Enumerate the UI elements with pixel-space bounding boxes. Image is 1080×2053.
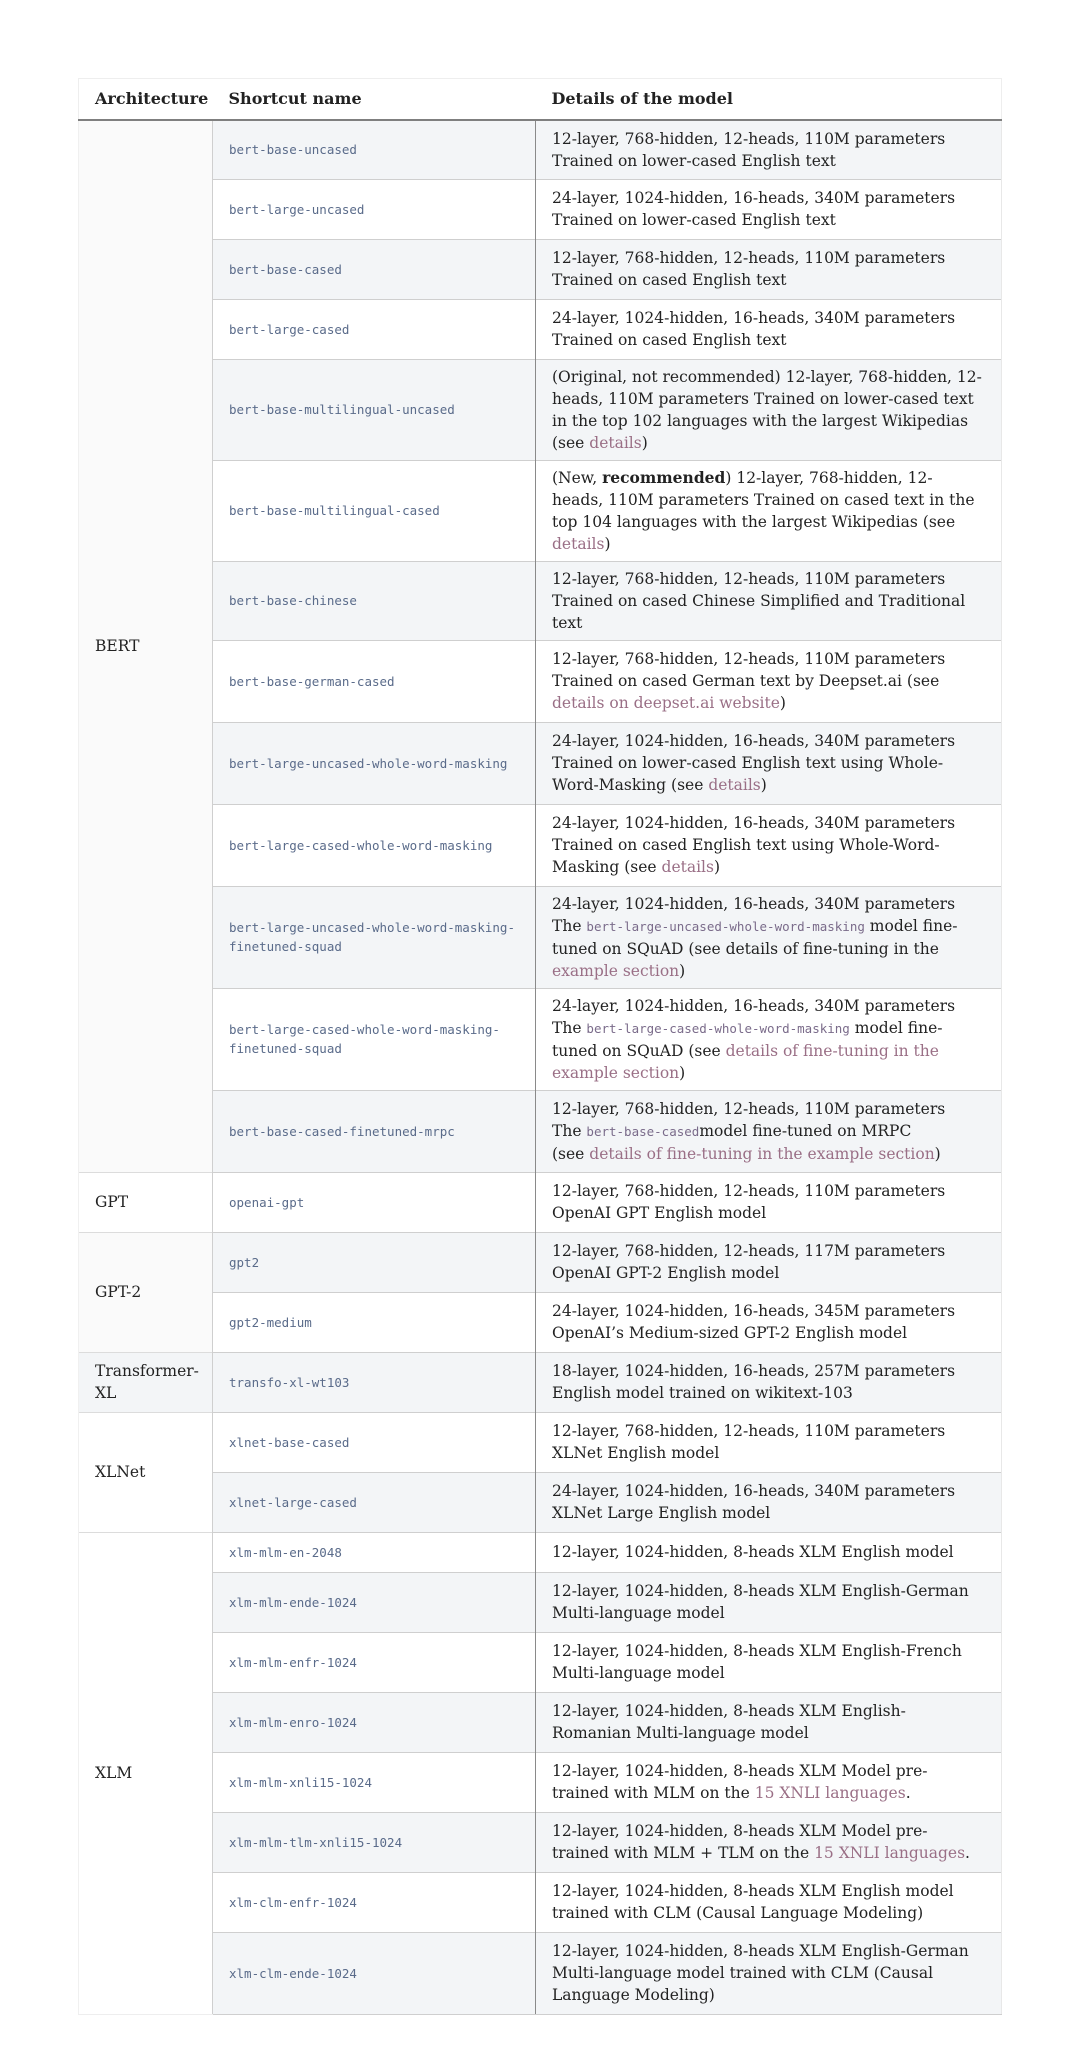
shortcut-name: bert-base-uncased: [213, 120, 536, 179]
shortcut-name: bert-large-cased: [213, 299, 536, 359]
model-details: 24-layer, 1024-hidden, 16-heads, 345M parameters OpenAI’s Medium-sized GPT-2 English model: [536, 1292, 1002, 1352]
table-row: [79, 1932, 1002, 2014]
model-details: 12-layer, 768-hidden, 12-heads, 110M parameters Trained on cased English text: [536, 239, 1002, 299]
arch-cell-transformer-xl: Transformer-XL: [79, 1352, 213, 1412]
details-code: bert-large-uncased-whole-word-masking: [586, 918, 865, 934]
model-details: [536, 1812, 1002, 1872]
details-text: ): [641, 433, 648, 452]
details-text: model fine-tuned on SQuAD (see: [552, 1018, 943, 1060]
model-details: 12-layer, 768-hidden, 12-heads, 110M parameters OpenAI GPT English model: [536, 1172, 1002, 1232]
table-row: [79, 359, 1002, 460]
table-row: [79, 722, 1002, 804]
details-text: The: [552, 916, 587, 935]
details-text: ) 12-layer, 768-hidden, 12-heads, 110M parameters Trained on cased text in the top 104 languages with the largest Wikipedias (see: [552, 468, 975, 531]
table-row: [79, 179, 1002, 239]
table-row: [79, 988, 1002, 1090]
details-bold: recommended: [602, 467, 726, 487]
model-details: 24-layer, 1024-hidden, 16-heads, 340M parameters Trained on cased English text: [536, 299, 1002, 359]
model-details: 12-layer, 1024-hidden, 8-heads XLM English model: [536, 1532, 1002, 1572]
pretrained-models-table: [78, 78, 1002, 2015]
table-row: [79, 1412, 1002, 1472]
details-text: ): [679, 1063, 686, 1082]
details-link[interactable]: example section: [552, 961, 680, 980]
shortcut-name: bert-large-uncased: [213, 179, 536, 239]
table-row: [79, 1472, 1002, 1532]
table-row: [79, 1532, 1002, 1572]
shortcut-name: bert-large-cased-whole-word-masking-finetuned-squad: [213, 988, 536, 1090]
details-text: model fine-tuned on SQuAD (see details of fine-tuning in the: [552, 916, 958, 958]
shortcut-name: xlnet-large-cased: [213, 1472, 536, 1532]
details-text: 12-layer, 768-hidden, 12-heads, 110M parameters: [552, 1099, 946, 1118]
shortcut-name: bert-large-uncased-whole-word-masking-finetuned-squad: [213, 886, 536, 988]
details-text: 24-layer, 1024-hidden, 16-heads, 340M parameters Trained on lower-cased English text using Whole-Word-Masking (see: [552, 732, 956, 794]
model-details: [536, 886, 1002, 988]
shortcut-name: bert-base-cased: [213, 239, 536, 299]
arch-cell-xlm: XLM: [79, 1532, 213, 2014]
model-details: 12-layer, 1024-hidden, 8-heads XLM English-German Multi-language model trained with CLM (Causal Language Modeling): [536, 1932, 1002, 2014]
details-link[interactable]: details on deepset.ai website: [552, 694, 780, 712]
shortcut-name: xlm-clm-ende-1024: [213, 1932, 536, 2014]
details-code: bert-base-cased: [586, 1123, 700, 1139]
shortcut-name: xlm-mlm-en-2048: [213, 1532, 536, 1572]
arch-cell-gpt: GPT: [79, 1172, 213, 1232]
model-details: [536, 1752, 1002, 1812]
shortcut-name: bert-large-cased-whole-word-masking: [213, 804, 536, 886]
details-text: ): [760, 776, 767, 794]
model-details: [536, 359, 1002, 460]
model-details: [536, 988, 1002, 1090]
details-text: ): [679, 961, 686, 980]
details-text: 12-layer, 1024-hidden, 8-heads XLM Model pre-trained with MLM + TLM on the: [552, 1822, 928, 1862]
details-text: (see: [552, 1144, 590, 1163]
model-table-container: [78, 78, 1001, 2015]
model-details: 12-layer, 1024-hidden, 8-heads XLM English-Romanian Multi-language model: [536, 1692, 1002, 1752]
table-row: [79, 886, 1002, 988]
shortcut-name: bert-base-german-cased: [213, 640, 536, 722]
table-row: [79, 1090, 1002, 1172]
model-details: 12-layer, 1024-hidden, 8-heads XLM English model trained with CLM (Causal Language Modeling): [536, 1872, 1002, 1932]
shortcut-name: bert-base-multilingual-uncased: [213, 359, 536, 460]
model-details: 12-layer, 1024-hidden, 8-heads XLM English-German Multi-language model: [536, 1572, 1002, 1632]
shortcut-name: bert-large-uncased-whole-word-masking: [213, 722, 536, 804]
shortcut-name: openai-gpt: [213, 1172, 536, 1232]
table-header-row: [79, 79, 1002, 121]
header-architecture: Architecture: [79, 79, 213, 121]
table-row: [79, 239, 1002, 299]
details-link[interactable]: details: [552, 534, 605, 553]
details-text: .: [965, 1844, 970, 1862]
header-shortcut-name: Shortcut name: [213, 79, 536, 121]
model-details: 12-layer, 768-hidden, 12-heads, 117M parameters OpenAI GPT-2 English model: [536, 1232, 1002, 1292]
details-text: 24-layer, 1024-hidden, 16-heads, 340M parameters: [552, 996, 956, 1015]
details-text: The: [552, 1018, 587, 1037]
table-row: [79, 1352, 1002, 1412]
shortcut-name: xlm-mlm-enro-1024: [213, 1692, 536, 1752]
details-link[interactable]: details of fine-tuning in the example section: [552, 1041, 939, 1082]
shortcut-name: xlnet-base-cased: [213, 1412, 536, 1472]
model-details: 12-layer, 1024-hidden, 8-heads XLM English-French Multi-language model: [536, 1632, 1002, 1692]
shortcut-name: bert-base-chinese: [213, 561, 536, 640]
table-row: [79, 299, 1002, 359]
shortcut-name: xlm-mlm-enfr-1024: [213, 1632, 536, 1692]
arch-cell-bert: BERT: [79, 120, 213, 1172]
model-details: 24-layer, 1024-hidden, 16-heads, 340M parameters XLNet Large English model: [536, 1472, 1002, 1532]
details-text: model fine-tuned on MRPC: [699, 1121, 912, 1140]
table-row: [79, 1292, 1002, 1352]
model-details: [536, 722, 1002, 804]
model-details: [536, 640, 1002, 722]
table-row: [79, 804, 1002, 886]
shortcut-name: gpt2-medium: [213, 1292, 536, 1352]
table-row: [79, 1172, 1002, 1232]
model-details: 12-layer, 768-hidden, 12-heads, 110M parameters XLNet English model: [536, 1412, 1002, 1472]
model-details: [536, 804, 1002, 886]
table-row: [79, 460, 1002, 561]
details-link[interactable]: details: [708, 776, 761, 794]
model-details: [536, 1090, 1002, 1172]
details-code: bert-large-cased-whole-word-masking: [586, 1020, 850, 1036]
details-text: The: [552, 1121, 587, 1140]
table-row: [79, 1632, 1002, 1692]
details-link[interactable]: details of fine-tuning in the example section: [589, 1144, 935, 1163]
details-link[interactable]: 15 XNLI languages: [754, 1784, 906, 1802]
details-text: 12-layer, 768-hidden, 12-heads, 110M parameters Trained on cased German text by Deepset.ai (see: [552, 650, 946, 690]
shortcut-name: xlm-clm-enfr-1024: [213, 1872, 536, 1932]
shortcut-name: xlm-mlm-tlm-xnli15-1024: [213, 1812, 536, 1872]
details-link[interactable]: details: [589, 433, 642, 452]
arch-cell-gpt2: GPT-2: [79, 1232, 213, 1352]
table-row: [79, 1572, 1002, 1632]
details-text: ): [779, 694, 786, 712]
shortcut-name: xlm-mlm-xnli15-1024: [213, 1752, 536, 1812]
details-text: 12-layer, 1024-hidden, 8-heads XLM Model pre-trained with MLM on the: [552, 1762, 928, 1802]
table-row: [79, 1232, 1002, 1292]
table-row: [79, 1752, 1002, 1812]
shortcut-name: bert-base-multilingual-cased: [213, 460, 536, 561]
arch-cell-xlnet: XLNet: [79, 1412, 213, 1532]
shortcut-name: bert-base-cased-finetuned-mrpc: [213, 1090, 536, 1172]
details-link[interactable]: 15 XNLI languages: [814, 1844, 966, 1862]
model-details: 12-layer, 768-hidden, 12-heads, 110M parameters Trained on lower-cased English text: [536, 120, 1002, 179]
table-row: [79, 1812, 1002, 1872]
table-row: [79, 1872, 1002, 1932]
model-details: 24-layer, 1024-hidden, 16-heads, 340M parameters Trained on lower-cased English text: [536, 179, 1002, 239]
model-details: 12-layer, 768-hidden, 12-heads, 110M parameters Trained on cased Chinese Simplified and Traditional text: [536, 561, 1002, 640]
table-row: [79, 640, 1002, 722]
table-row: [79, 1692, 1002, 1752]
table-row: [79, 120, 1002, 179]
table-row: [79, 561, 1002, 640]
details-text: 24-layer, 1024-hidden, 16-heads, 340M parameters Trained on cased English text using Whole-Word-Masking (see: [552, 814, 956, 876]
model-details: 18-layer, 1024-hidden, 16-heads, 257M parameters English model trained on wikitext-103: [536, 1352, 1002, 1412]
shortcut-name: transfo-xl-wt103: [213, 1352, 536, 1412]
details-link[interactable]: details: [661, 858, 714, 876]
shortcut-name: gpt2: [213, 1232, 536, 1292]
shortcut-name: xlm-mlm-ende-1024: [213, 1572, 536, 1632]
details-text: ): [934, 1144, 941, 1163]
header-details: Details of the model: [536, 79, 1002, 121]
details-text: 24-layer, 1024-hidden, 16-heads, 340M parameters: [552, 894, 956, 913]
details-text: ): [713, 858, 721, 876]
details-text: ): [604, 534, 611, 553]
details-text: (Original, not recommended) 12-layer, 768-hidden, 12-heads, 110M parameters Trained on lower-cased text in the top 102 languages with the largest Wikipedias (see: [552, 367, 982, 452]
details-text: (New,: [552, 468, 603, 487]
model-details: [536, 460, 1002, 561]
details-text: .: [905, 1784, 911, 1802]
